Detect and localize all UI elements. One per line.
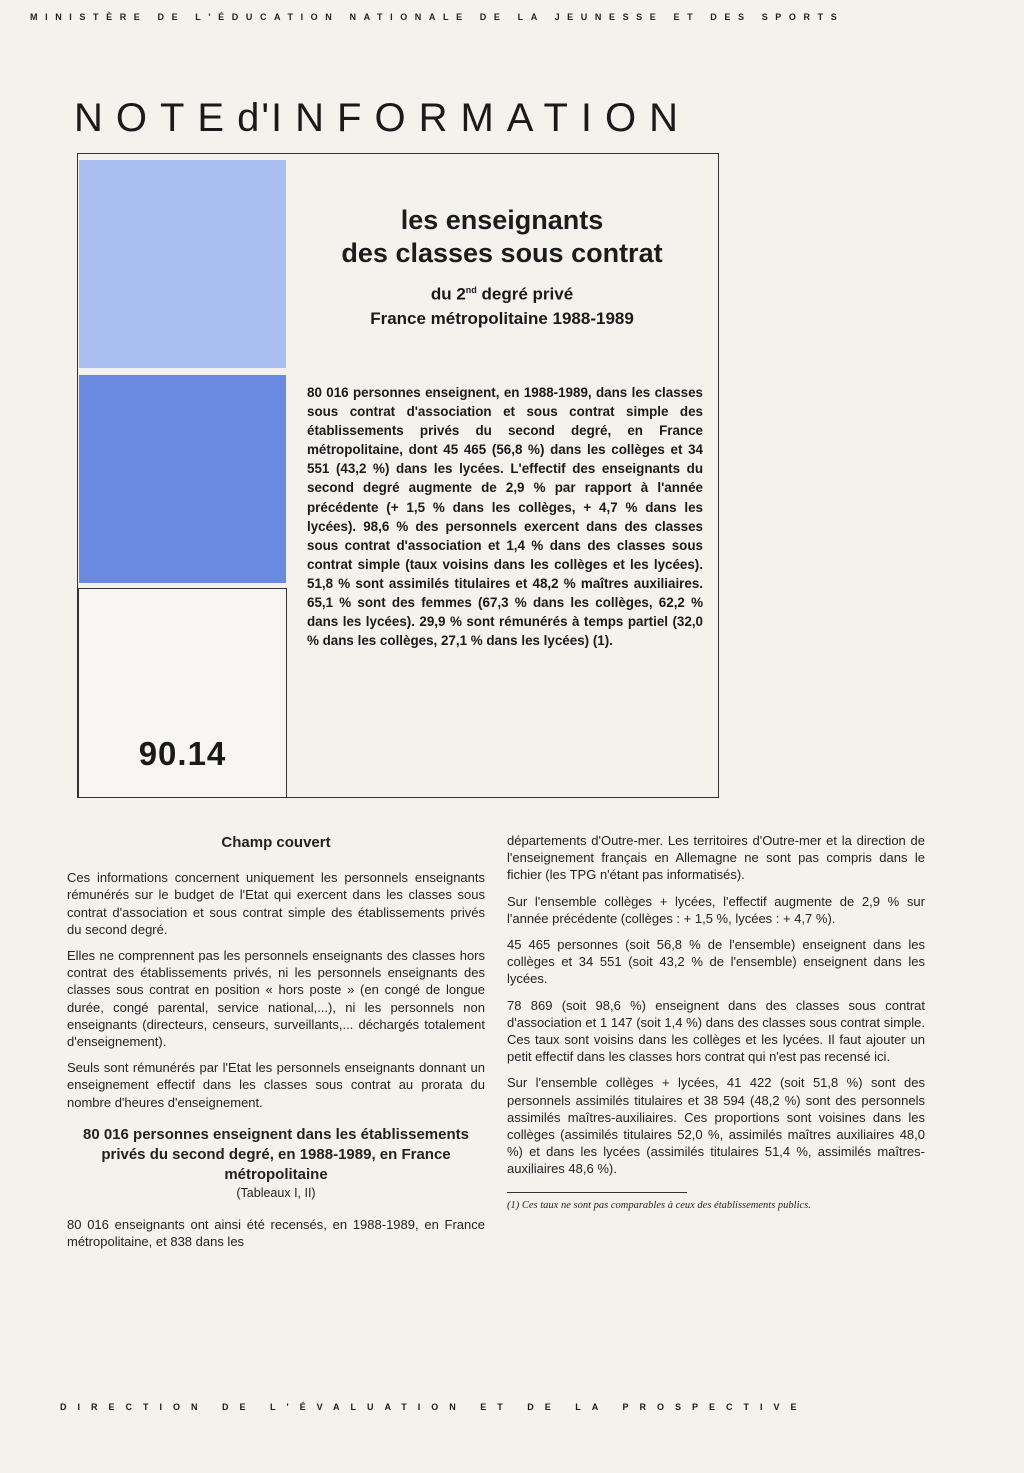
left-column xyxy=(67,834,485,1259)
left-paragraph-4: 80 016 enseignants ont ainsi été recensés, en 1988-1989, en France métropolitaine, et 838 dans les xyxy=(67,1217,485,1250)
right-paragraph-1: départements d'Outre-mer. Les territoires d'Outre-mer et la direction de l'enseignement français en Allemagne ne sont pas compris dans le fichier (les TPG n'étant pas informatisés). xyxy=(507,833,925,883)
section-title-champ-couvert: Champ couvert xyxy=(221,834,331,851)
ministry-masthead: MINISTÈRE DE L'ÉDUCATION NATIONALE DE LA JEUNESSE ET DES SPORTS xyxy=(30,12,845,22)
note-title-part4: INFORMATION xyxy=(271,96,692,140)
footnote-divider xyxy=(507,1192,687,1193)
headline-line3-pre: du 2 xyxy=(430,284,466,304)
headline-line3 xyxy=(296,278,708,307)
right-paragraph-3: 45 465 personnes (soit 56,8 % de l'ensemble) enseignent dans les collèges et 34 551 (soit 43,2 % de l'ensemble) enseignent dans les lycées. xyxy=(507,937,925,987)
headline-line3-post: degré privé xyxy=(476,284,574,304)
headline-line3-sup: nd xyxy=(465,285,477,295)
decorative-block-blue xyxy=(79,375,286,583)
issue-number: 90.14 xyxy=(138,735,227,772)
note-title xyxy=(74,96,691,141)
headline-line4: France métropolitaine 1988-1989 xyxy=(370,308,634,328)
decorative-block-light-blue xyxy=(79,160,286,368)
subheading-80016: 80 016 personnes enseignent dans les établissements privés du second degré, en 1988-1989, en France métropolitaine xyxy=(82,1125,469,1183)
footer-direction: DIRECTION DE L'ÉVALUATION ET DE LA PROSPECTIVE xyxy=(60,1402,808,1412)
left-paragraph-3: Seuls sont rémunérés par l'Etat les personnels enseignants donnant un enseignement effectif dans les classes sous contrat au prorata du nombre d'heures d'enseignement. xyxy=(67,1060,485,1110)
headline-line2: des classes sous contrat xyxy=(341,238,663,268)
right-paragraph-2: Sur l'ensemble collèges + lycées, l'effectif augmente de 2,9 % sur l'année précédente (collèges : + 1,5 %, lycées : + 4,7 %). xyxy=(507,893,925,926)
subheading-table-reference: (Tableaux I, II) xyxy=(236,1185,316,1200)
issue-number-box xyxy=(78,588,287,798)
note-title-part2: d xyxy=(237,96,262,140)
note-title-part1: NOTE xyxy=(74,96,238,140)
left-paragraph-1: Ces informations concernent uniquement les personnels enseignants rémunérés sur le budget de l'Etat qui exercent dans les classes sous contrat d'association et sous contrat simple des établissements privés du second degré. xyxy=(67,870,485,937)
right-column xyxy=(507,832,925,1212)
right-paragraph-5: Sur l'ensemble collèges + lycées, 41 422 (soit 51,8 %) sont des personnels assimilés titulaires et 38 594 (48,2 %) sont des personnels assimilés maîtres-auxiliaires. Ces proportions sont voisines dans les collèges (assimilés titulaires 52,0 %, assimilés maîtres auxiliaires 48,0 %) et dans les lycées (assimilés titulaires 51,4 %, assimilés maîtres-auxiliaires 48,6 %). xyxy=(507,1075,925,1177)
note-title-apostrophe: ' xyxy=(261,96,272,140)
summary-paragraph: 80 016 personnes enseignent, en 1988-1989, dans les classes sous contrat d'association et sous contrat simple des établissements privés du second degré, en France métropolitaine, dont 45 465 (56,8 %) dans les collèges et 34 551 (43,2 %) dans les lycées. L'effectif des enseignants du second degré augmente de 2,9 % par rapport à l'année précédente (+ 1,5 % dans les collèges, + 4,7 % dans les lycées). 98,6 % des personnels exercent dans des classes sous contrat d'association et 1,4 % dans des classes sous contrat simple (taux voisins dans les collèges et les lycées). 51,8 % sont assimilés titulaires et 48,2 % maîtres auxiliaires. 65,1 % sont des femmes (67,3 % dans les collèges, 62,2 % dans les lycées). 29,9 % sont rémunérés à temps partiel (32,0 % dans les collèges, 27,1 % dans les lycées) (1). xyxy=(307,385,703,649)
headline xyxy=(296,204,708,331)
headline-line1: les enseignants xyxy=(400,205,604,235)
left-paragraph-2: Elles ne comprennent pas les personnels enseignants des classes hors contrat des établissements privés, ni les personnels enseignants des classes sous contrat en position « hors poste » (en congé de longue durée, congé parental, service national,...), ni les personnels non enseignants (directeurs, censeurs, surveillants,... déchargés totalement d'enseignement). xyxy=(67,948,485,1050)
footnote: (1) Ces taux ne sont pas comparables à ceux des établissements publics. xyxy=(507,1199,811,1211)
right-paragraph-4: 78 869 (soit 98,6 %) enseignent dans des classes sous contrat d'association et 1 147 (soit 1,4 %) dans des classes sous contrat simple. Ces taux sont voisins dans les collèges et les lycées. Il faut ajouter un petit effectif dans les classes hors contrat qui n'est pas recensé ici. xyxy=(507,997,925,1065)
